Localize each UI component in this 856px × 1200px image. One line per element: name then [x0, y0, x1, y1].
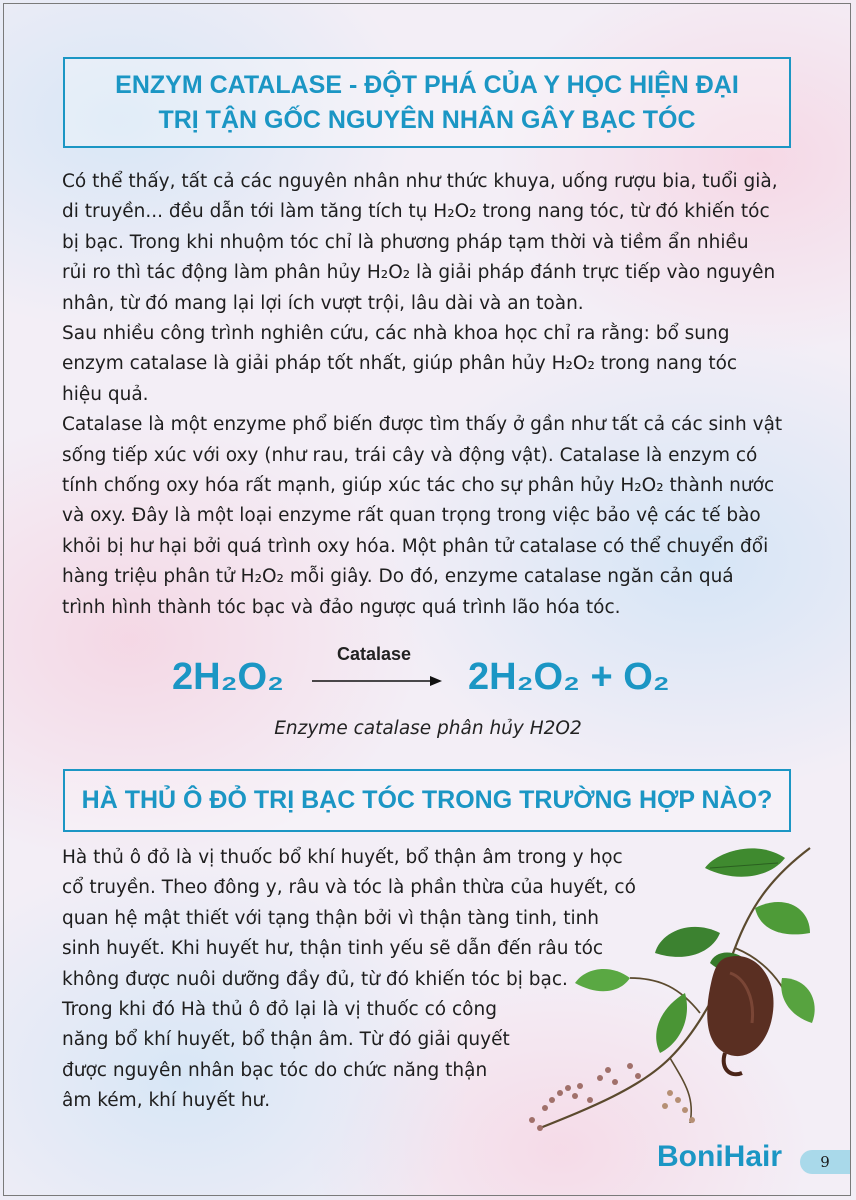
equation-catalyst-label: Catalase	[337, 644, 412, 664]
plant-illustration-icon	[520, 838, 820, 1138]
catalase-body-text	[62, 167, 795, 623]
paragraph-line: Hà thủ ô đỏ là vị thuốc bổ khí huyết, bổ thận âm trong y học	[62, 847, 623, 868]
paragraph-line: sinh huyết. Khi huyết hư, thận tinh yếu sẽ dẫn đến râu tóc	[62, 938, 604, 960]
section-title-line-1: ENZYM CATALASE - ĐỘT PHÁ CỦA Y HỌC HIỆN ĐẠI	[115, 70, 739, 99]
paragraph-line: Catalase là một enzyme phổ biến được tìm thấy ở gần như tất cả các sinh vật	[62, 414, 783, 436]
paragraph-line: hiệu quả.	[62, 383, 149, 405]
paragraph-line: quan hệ mật thiết với tạng thận bởi vì thận tàng tinh, tinh	[62, 907, 600, 929]
page-number: 9	[800, 1150, 850, 1174]
section-title-text: HÀ THỦ Ô ĐỎ TRỊ BẠC TÓC TRONG TRƯỜNG HỢP NÀO?	[81, 786, 773, 814]
paragraph-line: âm kém, khí huyết hư.	[62, 1090, 271, 1112]
equation-reactant: 2H₂O₂	[172, 656, 284, 698]
paragraph-line: Trong khi đó Hà thủ ô đỏ lại là vị thuốc có công	[62, 999, 497, 1021]
brand-logo: BoniHair	[657, 1140, 783, 1173]
paragraph-line: bị bạc. Trong khi nhuộm tóc chỉ là phương pháp tạm thời và tiềm ẩn nhiều	[62, 231, 749, 253]
paragraph-line: và oxy. Đây là một loại enzyme rất quan trọng trong việc bảo vệ các tế bào	[62, 505, 761, 527]
paragraph-line: được nguyên nhân bạc tóc do chức năng thận	[62, 1059, 488, 1081]
paragraph-line: sống tiếp xúc với oxy (như rau, trái cây và động vật). Catalase là enzym có	[62, 444, 758, 466]
paragraph-line: di truyền... đều dẫn tới làm tăng tích tụ H₂O₂ trong nang tóc, từ đó khiến tóc	[62, 201, 770, 223]
paragraph-line: khỏi bị hư hại bởi quá trình oxy hóa. Một phân tử catalase có thể chuyển đổi	[62, 535, 769, 557]
catalase-equation	[172, 644, 692, 710]
section-title-catalase	[63, 57, 791, 148]
paragraph-line: năng bổ khí huyết, bổ thận âm. Từ đó giải quyết	[62, 1029, 510, 1051]
paragraph-line: cổ truyền. Theo đông y, râu và tóc là phần thừa của huyết, có	[62, 877, 636, 899]
paragraph-line: Sau nhiều công trình nghiên cứu, các nhà khoa học chỉ ra rằng: bổ sung	[62, 323, 730, 345]
paragraph-line: tính chống oxy hóa rất mạnh, giúp xúc tác cho sự phân hủy H₂O₂ thành nước	[62, 475, 775, 497]
section-title-ha-thu-o	[63, 769, 791, 832]
reaction-arrow-icon	[312, 674, 442, 688]
paragraph-line: hàng triệu phân tử H₂O₂ mỗi giây. Do đó, enzyme catalase ngăn cản quá	[62, 566, 734, 588]
section-title-line-2: TRỊ TẬN GỐC NGUYÊN NHÂN GÂY BẠC TÓC	[158, 105, 696, 134]
paragraph-line: trình hình thành tóc bạc và đảo ngược quá trình lão hóa tóc.	[62, 596, 621, 618]
paragraph-line: không được nuôi dưỡng đầy đủ, từ đó khiến tóc bị bạc.	[62, 968, 568, 990]
paragraph-line: Có thể thấy, tất cả các nguyên nhân như thức khuya, uống rượu bia, tuổi già,	[62, 171, 778, 192]
paragraph-line: nhân, từ đó mang lại lợi ích vượt trội, lâu dài và an toàn.	[62, 292, 584, 314]
paragraph-line: rủi ro thì tác động làm phân hủy H₂O₂ là giải pháp đánh trực tiếp vào nguyên	[62, 262, 776, 284]
paragraph-line: enzym catalase là giải pháp tốt nhất, giúp phân hủy H₂O₂ trong nang tóc	[62, 353, 738, 375]
equation-caption: Enzyme catalase phân hủy H2O2	[274, 718, 582, 739]
equation-products: 2H₂O₂ + O₂	[468, 656, 670, 698]
